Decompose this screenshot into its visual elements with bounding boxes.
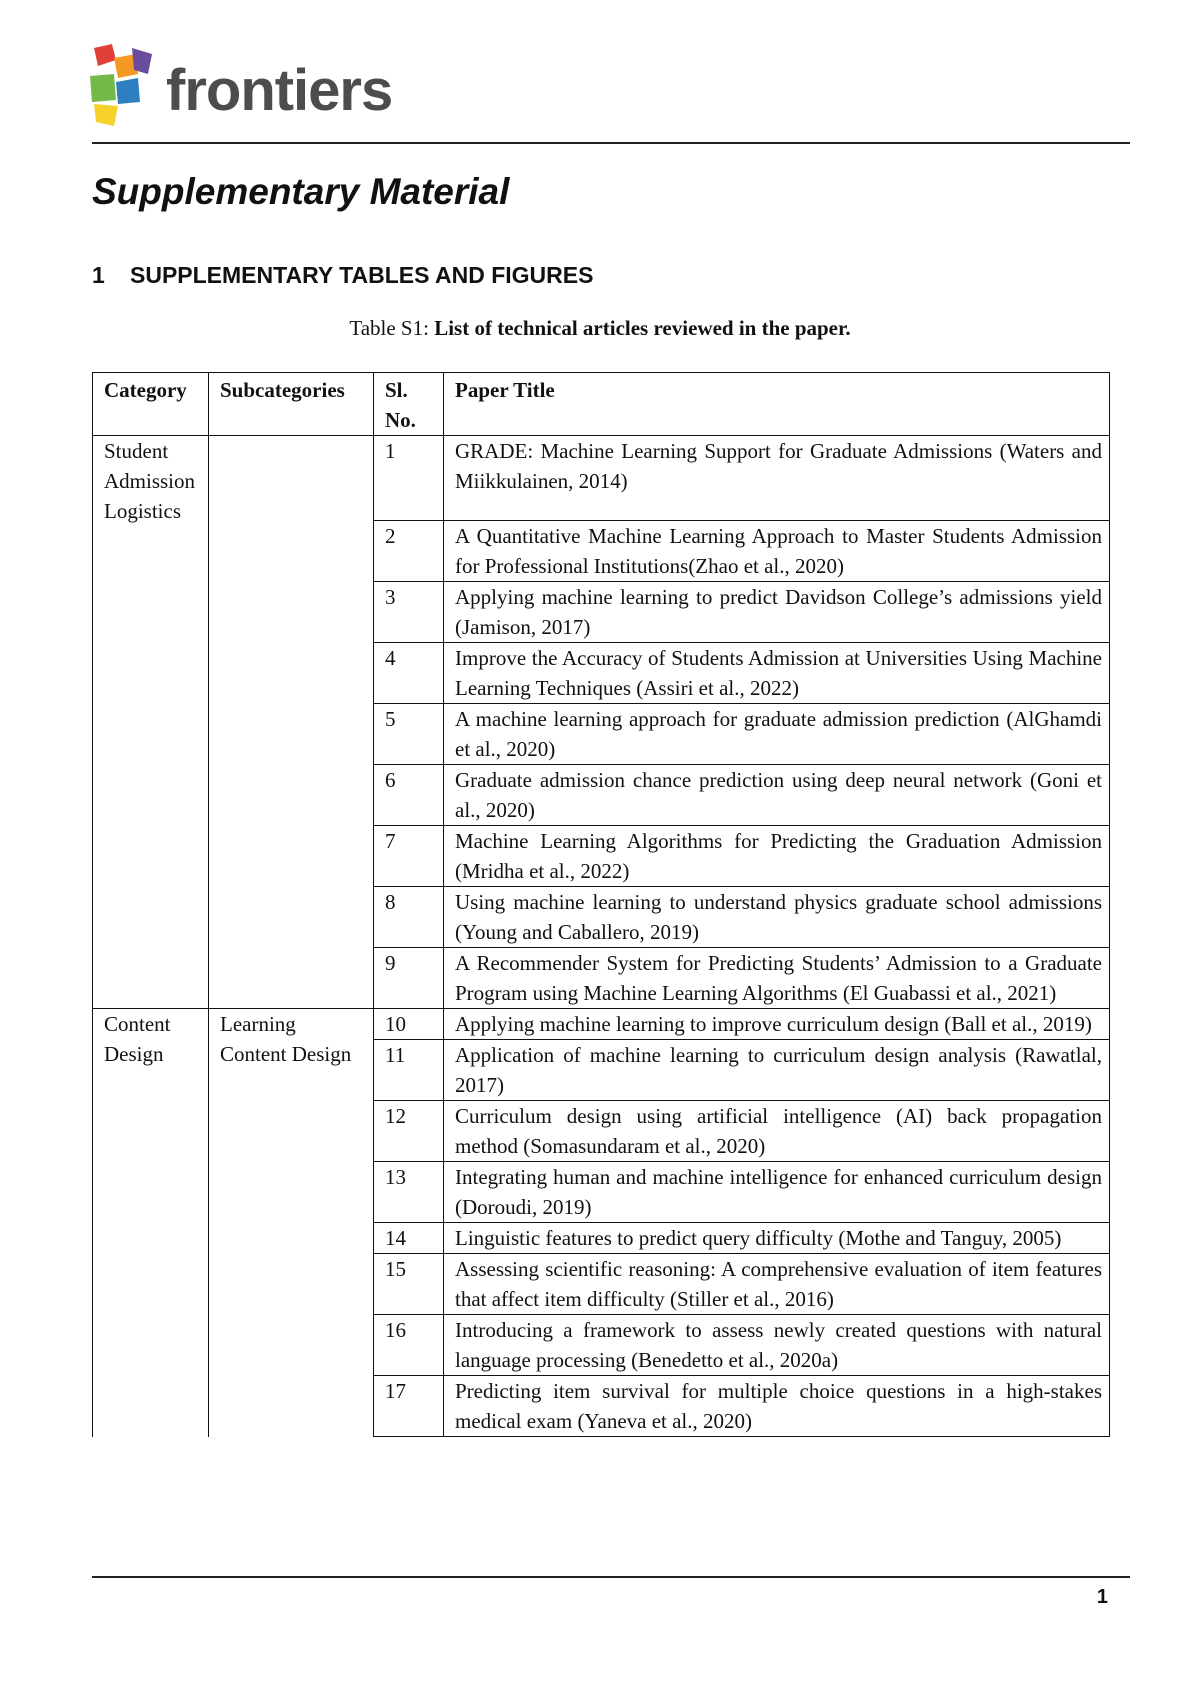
page-number: 1 xyxy=(1096,1586,1108,1608)
paper-title-cell: Application of machine learning to curriculum design analysis (Rawatlal, 2017) xyxy=(444,1040,1110,1101)
paper-title-cell: Introducing a framework to assess newly created questions with natural language processing (Benedetto et al., 2020a) xyxy=(444,1315,1110,1376)
header-subcategories: Subcategories xyxy=(209,373,374,436)
sl-no-cell: 17 xyxy=(374,1376,444,1437)
paper-title-cell: A machine learning approach for graduate admission prediction (AlGhamdi et al., 2020) xyxy=(444,704,1110,765)
paper-title-cell: Applying machine learning to improve curriculum design (Ball et al., 2019) xyxy=(444,1009,1110,1040)
subcategory-cell xyxy=(209,436,374,1009)
sl-no-cell: 10 xyxy=(374,1009,444,1040)
sl-no-cell: 6 xyxy=(374,765,444,826)
header-paper-title: Paper Title xyxy=(444,373,1110,436)
table-caption xyxy=(0,316,1200,341)
sl-no-cell: 3 xyxy=(374,582,444,643)
paper-title-cell: A Recommender System for Predicting Students’ Admission to a Graduate Program using Machine Learning Algorithms (El Guabassi et al., 2021) xyxy=(444,948,1110,1009)
header-rule xyxy=(92,142,1130,144)
paper-title-cell: Curriculum design using artificial intelligence (AI) back propagation method (Somasundaram et al., 2020) xyxy=(444,1101,1110,1162)
sl-no-cell: 5 xyxy=(374,704,444,765)
paper-title-cell: Improve the Accuracy of Students Admission at Universities Using Machine Learning Techniques (Assiri et al., 2022) xyxy=(444,643,1110,704)
paper-title-cell: Predicting item survival for multiple choice questions in a high-stakes medical exam (Yaneva et al., 2020) xyxy=(444,1376,1110,1437)
sl-no-cell: 14 xyxy=(374,1223,444,1254)
sl-no-cell: 15 xyxy=(374,1254,444,1315)
document-title: Supplementary Material xyxy=(92,171,510,212)
sl-no-cell: 12 xyxy=(374,1101,444,1162)
header-category: Category xyxy=(93,373,209,436)
sl-no-cell: 4 xyxy=(374,643,444,704)
paper-title-cell: GRADE: Machine Learning Support for Graduate Admissions (Waters and Miikkulainen, 2014) xyxy=(444,436,1110,521)
table-row xyxy=(93,436,1110,521)
sl-no-cell: 9 xyxy=(374,948,444,1009)
section-heading xyxy=(92,262,593,290)
sl-no-cell: 7 xyxy=(374,826,444,887)
paper-title-cell: Machine Learning Algorithms for Predicting the Graduation Admission (Mridha et al., 2022) xyxy=(444,826,1110,887)
category-cell: Content Design xyxy=(93,1009,209,1437)
sl-no-cell: 2 xyxy=(374,521,444,582)
frontiers-logo-icon xyxy=(88,44,160,128)
table-row xyxy=(93,1009,1110,1040)
caption-text: List of technical articles reviewed in the paper. xyxy=(434,316,851,340)
table-header-row xyxy=(93,373,1110,436)
caption-label: Table S1: xyxy=(349,316,429,340)
paper-title-cell: Integrating human and machine intelligence for enhanced curriculum design (Doroudi, 2019) xyxy=(444,1162,1110,1223)
section-title: SUPPLEMENTARY TABLES AND FIGURES xyxy=(130,262,594,288)
paper-title-cell: A Quantitative Machine Learning Approach to Master Students Admission for Professional Institutions(Zhao et al., 2020) xyxy=(444,521,1110,582)
sl-no-cell: 16 xyxy=(374,1315,444,1376)
sl-no-cell: 11 xyxy=(374,1040,444,1101)
paper-title-cell: Graduate admission chance prediction using deep neural network (Goni et al., 2020) xyxy=(444,765,1110,826)
paper-title-cell: Applying machine learning to predict Davidson College’s admissions yield (Jamison, 2017) xyxy=(444,582,1110,643)
sl-no-cell: 1 xyxy=(374,436,444,521)
section-number: 1 xyxy=(92,262,105,288)
articles-table xyxy=(92,372,1110,1437)
paper-title-cell: Assessing scientific reasoning: A comprehensive evaluation of item features that affect item difficulty (Stiller et al., 2016) xyxy=(444,1254,1110,1315)
sl-no-cell: 8 xyxy=(374,887,444,948)
paper-title-cell: Using machine learning to understand physics graduate school admissions (Young and Caballero, 2019) xyxy=(444,887,1110,948)
paper-title-cell: Linguistic features to predict query difficulty (Mothe and Tanguy, 2005) xyxy=(444,1223,1110,1254)
category-cell: Student Admission Logistics xyxy=(93,436,209,1009)
header-sl-no: Sl. No. xyxy=(374,373,444,436)
logo-wordmark: frontiers xyxy=(166,58,393,123)
footer-rule xyxy=(92,1576,1130,1578)
subcategory-cell: Learning Content Design xyxy=(209,1009,374,1437)
frontiers-logo xyxy=(88,44,408,134)
sl-no-cell: 13 xyxy=(374,1162,444,1223)
